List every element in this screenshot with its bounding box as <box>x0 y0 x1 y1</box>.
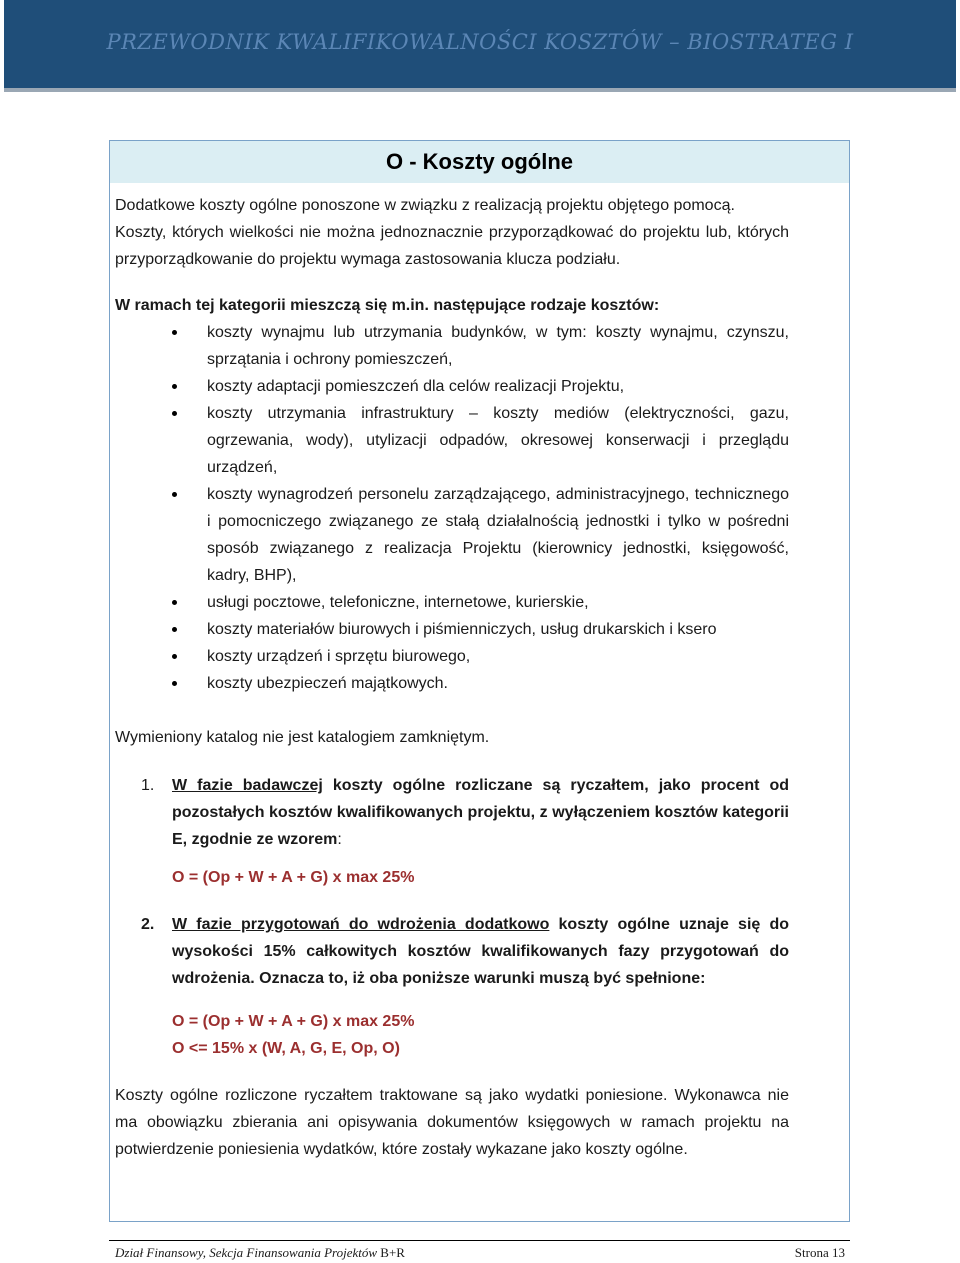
header-divider <box>4 88 956 92</box>
catalog-note: Wymieniony katalog nie jest katalogiem zamkniętym. <box>115 729 490 746</box>
running-header-title: PRZEWODNIK KWALIFIKOWALNOŚCI KOSZTÓW – BIOSTRATEG I <box>106 30 854 54</box>
list-item: koszty wynajmu lub utrzymania budynków, w tym: koszty wynajmu, czynszu, sprzątania i ochrony pomieszczeń, <box>115 319 789 373</box>
bullet-icon <box>172 600 177 605</box>
bullet-icon <box>172 384 177 389</box>
research-phase-item: 1. W fazie badawczej koszty ogólne rozliczane są ryczałtem, jako procent od pozostałych kosztów kwalifikowanych projektu, z wyłączeniem kosztów kategorii E, zgodnie ze wzorem: <box>115 772 789 853</box>
implementation-phase-label: W fazie przygotowań do wdrożenia dodatkowo <box>172 916 550 933</box>
formula-implementation-1: O = (Op + W + A + G) x max 25% <box>172 1013 415 1030</box>
bullet-icon <box>172 492 177 497</box>
list-item: koszty wynagrodzeń personelu zarządzającego, administracyjnego, technicznego i pomocniczego związanego ze stałą działalnością jednostki i tylko w pośredni sposób związanego z realizacja Projektu (kierownicy jednostki, księgowość, kadry, BHP), <box>115 481 789 589</box>
closing-paragraph: Koszty ogólne rozliczone ryczałtem traktowane są jako wydatki poniesione. Wykonawca nie ma obowiązku zbierania ani opisywania dokumentów księgowych w ramach projektu na potwierdzenie poniesienia wydatków, które zostały wykazane jako koszty ogólne. <box>115 1087 789 1158</box>
intro-paragraph-2: Koszty, których wielkości nie można jednoznacznie przyporządkować do projektu lub, których przyporządkowanie do projektu wymaga zastosowania klucza podziału. <box>115 224 789 268</box>
list-item: koszty urządzeń i sprzętu biurowego, <box>115 643 789 670</box>
list-item: koszty adaptacji pomieszczeń dla celów realizacji Projektu, <box>115 373 789 400</box>
footer-divider <box>109 1240 850 1241</box>
implementation-phase-item: 2. W fazie przygotowań do wdrożenia dodatkowo koszty ogólne uznaje się do wysokości 15% całkowitych kosztów kwalifikowanych fazy przygotowań do wdrożenia. Oznacza to, iż oba poniższe warunki muszą być spełnione: <box>115 911 789 992</box>
bullet-icon <box>172 681 177 686</box>
list-item: koszty materiałów biurowych i piśmienniczych, usług drukarskich i ksero <box>115 616 789 643</box>
bullet-icon <box>172 411 177 416</box>
formula-research: O = (Op + W + A + G) x max 25% <box>172 869 415 886</box>
intro-paragraph-1: Dodatkowe koszty ogólne ponoszone w związku z realizacją projektu objętego pomocą. <box>115 197 735 214</box>
formula-implementation-2: O <= 15% x (W, A, G, E, Op, O) <box>172 1040 400 1057</box>
research-phase-label: W fazie badawczej <box>172 777 323 794</box>
list-item: koszty utrzymania infrastruktury – koszty mediów (elektryczności, gazu, ogrzewania, wody), utylizacji odpadów, okresowej konserwacji i przeglądu urządzeń, <box>115 400 789 481</box>
header-band <box>4 0 956 88</box>
section-title: O - Koszty ogólne <box>386 149 573 174</box>
section-content <box>115 192 789 1163</box>
item-number: 1. <box>141 777 155 794</box>
category-intro: W ramach tej kategorii mieszczą się m.in. następujące rodzaje kosztów: <box>115 297 660 314</box>
bullet-icon <box>172 627 177 632</box>
footer-department: Dział Finansowy, Sekcja Finansowania Projektów B+R <box>115 1245 405 1260</box>
list-item: koszty ubezpieczeń majątkowych. <box>115 670 789 697</box>
bullet-icon <box>172 654 177 659</box>
section-heading-band <box>110 141 849 183</box>
page-number: Strona 13 <box>794 1245 845 1260</box>
cost-types-list <box>115 319 789 697</box>
bullet-icon <box>172 330 177 335</box>
list-item: usługi pocztowe, telefoniczne, internetowe, kurierskie, <box>115 589 789 616</box>
item-number: 2. <box>141 916 155 933</box>
